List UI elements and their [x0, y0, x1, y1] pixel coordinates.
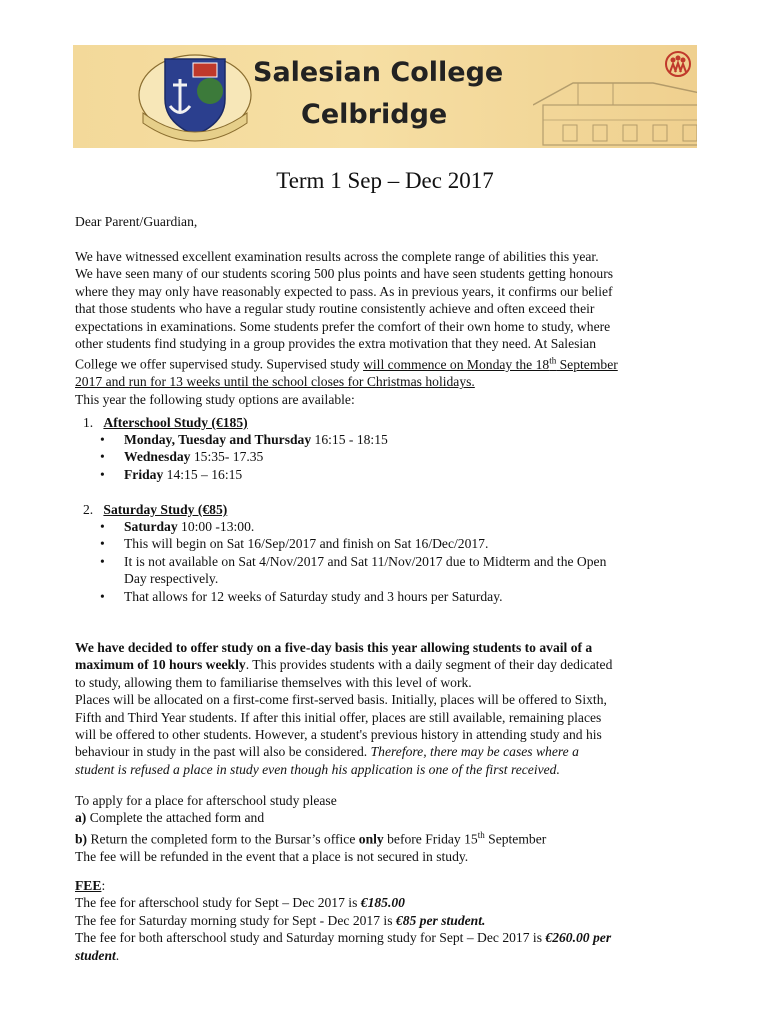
- list-item: [100, 588, 606, 605]
- bullet-icon: •: [100, 449, 105, 465]
- list-item-bold: Wednesday: [124, 449, 191, 465]
- salesian-logo-icon: [663, 51, 693, 77]
- fee-section: [75, 877, 697, 964]
- list-item-text: That allows for 12 weeks of Saturday study and 3 hours per Saturday.: [124, 588, 503, 604]
- apply-step-b-text: Return the completed form to the Bursar’s office: [87, 831, 359, 847]
- list-item-bold: Monday, Tuesday and Thursday: [124, 432, 312, 447]
- bullet-icon: •: [100, 588, 105, 604]
- apply-deadline-sup: th: [477, 829, 485, 840]
- bullet-icon: •: [100, 519, 105, 534]
- list-item: [100, 553, 606, 570]
- apply-paragraph: [75, 792, 697, 865]
- list-item-text: 16:15 - 18:15: [311, 432, 388, 447]
- bullet-icon: •: [100, 466, 105, 482]
- option-2-number: 2.: [83, 502, 94, 517]
- intro-line-7-plain: College we offer supervised study. Supervised study: [75, 356, 364, 372]
- apply-step-a-label: a): [75, 810, 87, 826]
- apply-deadline-month: September: [484, 831, 547, 847]
- fee-heading-text: FEE: [75, 878, 102, 893]
- intro-line-9: This year the following study options are available:: [75, 391, 355, 407]
- five-day-line-3: to study, allowing them to familiarise themselves with this level of work.: [75, 674, 472, 690]
- five-day-line-1: [75, 639, 697, 656]
- five-day-line-7-text: behaviour in study in the past will also be considered.: [75, 744, 371, 760]
- fee-line-2: [75, 912, 697, 929]
- apply-line-3: [75, 827, 697, 848]
- fee-line-1-text: The fee for afterschool study for Sept – Dec 2017 is: [75, 895, 361, 911]
- intro-line-2: We have seen many of our students scoring 500 plus points and have seen students getting honours: [75, 266, 614, 282]
- option-1-list: [100, 431, 388, 483]
- fee-line-3-text: The fee for both afterschool study and Saturday morning study for Sept – Dec 2017 is: [75, 930, 546, 946]
- five-day-line-8: [75, 761, 697, 778]
- five-day-line-2: [75, 656, 697, 673]
- apply-step-b-label: b): [75, 831, 88, 847]
- fee-afterschool-amount: €185.00: [360, 895, 405, 911]
- intro-line-3: where they may only have reasonably expected to pass. As in previous years, it confirms our belief: [75, 283, 613, 299]
- list-item-bold: Saturday: [124, 519, 178, 534]
- fee-saturday-amount: €85 per student.: [395, 912, 486, 928]
- five-day-line-7-italic: Therefore, there may be cases where a: [370, 744, 579, 760]
- fee-heading-colon: :: [101, 878, 106, 893]
- list-item: [100, 518, 606, 535]
- apply-only-emphasis: only: [358, 831, 384, 847]
- option-2-title: Saturday Study (€85): [103, 502, 228, 517]
- list-item: [100, 535, 606, 552]
- page-title: Term 1 Sep – Dec 2017: [276, 168, 494, 193]
- intro-line-8: [75, 373, 697, 390]
- intro-line-6: other students find studying in a group provides the extra motivation that they need. At Salesian: [75, 336, 596, 352]
- apply-step-a-text: Complete the attached form and: [86, 810, 265, 826]
- intro-line-4: that those students who have a regular study routine consistently achieve and often exceed their: [75, 301, 595, 317]
- study-start-sup: th: [549, 355, 557, 366]
- list-item-text: 15:35- 17.35: [190, 449, 264, 465]
- list-item: [100, 431, 388, 448]
- study-start-month: September: [556, 356, 618, 372]
- greeting: Dear Parent/Guardian,: [75, 214, 198, 229]
- study-duration-text: 2017 and run for 13 weeks until the school closes for Christmas holidays.: [75, 374, 475, 390]
- apply-line-1: To apply for a place for afterschool study please: [75, 793, 337, 808]
- fee-both-amount: €260.00 per: [545, 930, 612, 946]
- five-day-line-8-italic: student is refused a place in study even though his application is one of the first received.: [75, 761, 560, 777]
- intro-paragraph: [75, 248, 697, 408]
- intro-line-7: [75, 352, 697, 373]
- fee-heading: [75, 877, 697, 894]
- option-2-list: [100, 518, 606, 605]
- five-day-line-4: Places will be allocated on a first-come first-served basis. Initially, places will be offered to Sixth,: [75, 692, 607, 708]
- fee-line-4: [75, 947, 697, 964]
- five-day-line-5: Fifth and Third Year students. If after this initial offer, places are still available, remaining places: [75, 709, 602, 725]
- fee-line-4-end: .: [115, 947, 120, 963]
- apply-line-4: The fee will be refunded in the event that a place is not secured in study.: [75, 848, 469, 864]
- list-item-text: It is not available on Sat 4/Nov/2017 and Sat 11/Nov/2017 due to Midterm and the Open: [124, 553, 607, 569]
- option-1-heading: [83, 414, 248, 431]
- banner-school-name-line2: Celbridge: [301, 99, 448, 130]
- list-item-text: This will begin on Sat 16/Sep/2017 and finish on Sat 16/Dec/2017.: [124, 536, 489, 552]
- five-day-line-2-bold: maximum of 10 hours weekly: [75, 657, 246, 673]
- list-item: [100, 466, 388, 483]
- bullet-icon: •: [100, 536, 105, 552]
- list-item-text: 10:00 -13:00.: [177, 519, 255, 534]
- fee-line-1: [75, 894, 697, 911]
- bullet-icon: •: [100, 553, 105, 569]
- intro-line-5: expectations in examinations. Some students prefer the comfort of their own home to study, where: [75, 318, 611, 334]
- option-1-number: 1.: [83, 415, 94, 430]
- five-day-line-2-text: . This provides students with a daily segment of their day dedicated: [245, 657, 613, 673]
- intro-line-1: We have witnessed excellent examination results across the complete range of abilities this year.: [75, 249, 599, 264]
- fee-line-2-text: The fee for Saturday morning study for Sept - Dec 2017 is: [75, 912, 396, 928]
- five-day-line-1-bold: We have decided to offer study on a five-day basis this year allowing students to avail of a: [75, 640, 593, 655]
- study-start-text: will commence on Monday the 18: [363, 356, 550, 372]
- fee-both-amount-cont: student: [75, 947, 116, 963]
- list-item-text: 14:15 – 16:15: [163, 466, 243, 482]
- list-item-bold: Friday: [124, 466, 164, 482]
- bullet-icon: •: [100, 432, 105, 447]
- banner-school-name-line1: Salesian College: [253, 57, 504, 88]
- five-day-paragraph: [75, 639, 697, 778]
- five-day-line-7: [75, 743, 697, 760]
- option-2-heading: [83, 501, 227, 518]
- five-day-line-6: will be offered to other students. However, a student's previous history in attending study and his: [75, 727, 602, 743]
- school-banner: [73, 45, 697, 148]
- list-item-continuation: Day respectively.: [124, 571, 219, 587]
- apply-line-2: [75, 809, 697, 826]
- fee-line-3: [75, 929, 697, 946]
- list-item: [100, 448, 388, 465]
- school-crest-icon: [135, 51, 255, 143]
- option-1-title: Afterschool Study (€185): [103, 415, 248, 430]
- apply-deadline-text: before Friday 15: [383, 831, 478, 847]
